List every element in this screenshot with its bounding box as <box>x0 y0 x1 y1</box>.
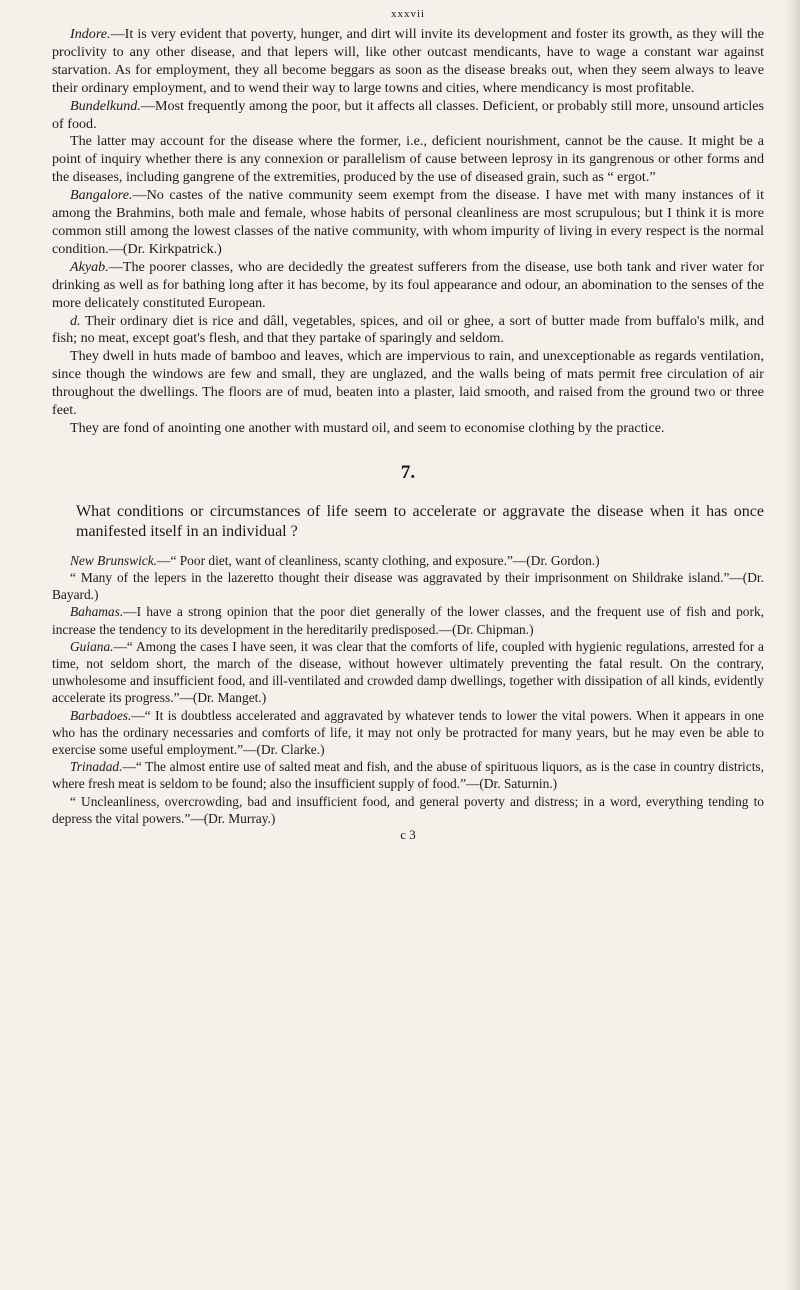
paragraph-new-brunswick <box>52 552 764 569</box>
paragraph-text: —I have a strong opinion that the poor diet generally of the lower classes, and the frequent use of fish and pork, increase the tendency to its development in the hereditarily predisposed.—(Dr. Chipman.) <box>52 604 764 637</box>
place-name: Bangalore. <box>70 187 133 204</box>
paragraph-text: —The poorer classes, who are decidedly the greatest sufferers from the disease, use both tank and river water for drinking as well as for bathing long after it has become, by its foul appearance and odour, an abomination to the senses of the more delicately constituted European. <box>52 258 764 311</box>
paragraph-bundelkund <box>52 98 764 134</box>
lower-section <box>52 552 764 827</box>
paragraph-trinadad <box>52 758 764 792</box>
paragraph-bahamas <box>52 603 764 637</box>
place-name: Akyab. <box>70 258 109 275</box>
paragraph-bangalore <box>52 187 764 259</box>
paragraph-text: —“ Among the cases I have seen, it was clear that the comforts of life, coupled with hygienic regulations, arrested for a time, not seldom short, the march of the disease, without however ultimately preventing the fatal result. On the contrary, unwholesome and insufficient food, and ill-ventilated and crowded damp dwellings, together with dissipation of all kinds, evidently accelerate its progress.”—(Dr. Manget.) <box>52 638 764 706</box>
place-name: d. <box>70 312 81 329</box>
place-name: Trinadad. <box>70 759 123 775</box>
paragraph-ergot <box>52 133 764 187</box>
paragraph-akyab <box>52 259 764 313</box>
paragraph-lazeretto <box>52 569 764 603</box>
paragraph-diet <box>52 313 764 349</box>
paragraph-text: —“ It is doubtless accelerated and aggravated by whatever tends to lower the vital powers. When it appears in one who has the ordinary necessaries and comforts of life, it may not only be protracted for many years, but he may even be able to exercise some useful employment.”—(Dr. Clarke.) <box>52 707 764 758</box>
paragraph-text: —It is very evident that poverty, hunger, and dirt will invite its development and foster its growth, as they will the proclivity to any other disease, and that lepers will, like other outcast mendicants, have to wage a constant war against starvation. As for employment, they all become beggars as soon as the disease breaks out, when they seem always to leave their ordinary employment, and to wend their way to large towns and cities, where mendicancy is most profitable. <box>52 26 764 96</box>
paragraph-murray <box>52 793 764 827</box>
paragraph-text: They dwell in huts made of bamboo and leaves, which are impervious to rain, and unexceptionable as regards ventilation, since though the windows are few and small, they are unglazed, and the walls being of mats permit free circulation of air throughout the dwellings. The floors are of mud, beaten into a plaster, laid smooth, and raised from the ground two or three feet. <box>52 348 764 419</box>
place-name: New Brunswick. <box>70 552 158 568</box>
paragraph-barbadoes <box>52 707 764 759</box>
section-number: 7. <box>400 461 416 483</box>
place-name: Guiana. <box>70 638 114 654</box>
place-name: Bahamas. <box>70 604 124 620</box>
paragraph-text: —“ The almost entire use of salted meat and fish, and the abuse of spirituous liquors, as is the case in country districts, where fresh meat is seldom to be found; also the insufficient supply of food.”—(Dr. Saturnin.) <box>52 759 764 792</box>
paragraph-mustard-oil <box>52 420 764 438</box>
page-number: xxxvii <box>390 8 426 20</box>
upper-section <box>52 26 764 438</box>
paragraph-text: —Most frequently among the poor, but it affects all classes. Deficient, or probably still more, unsound articles of food. <box>52 97 764 132</box>
paragraph-indore <box>52 26 764 98</box>
paragraph-guiana <box>52 638 764 707</box>
paragraph-text: “ Uncleanliness, overcrowding, bad and insufficient food, and general poverty and distress; in a word, everything tending to depress the vital powers.”—(Dr. Murray.) <box>52 793 764 826</box>
paragraph-text: “ Many of the lepers in the lazeretto thought their disease was aggravated by their imprisonment on Shildrake island.”—(Dr. Bayard.) <box>52 570 764 603</box>
place-name: Barbadoes. <box>70 707 132 723</box>
document-page <box>52 8 764 843</box>
place-name: Indore. <box>70 26 111 42</box>
section-question: What conditions or circumstances of life seem to accelerate or aggravate the disease when it has once manifested itself in an individual ? <box>76 502 764 540</box>
paragraph-text: —No castes of the native community seem exempt from the disease. I have met with many instances of it among the Brahmins, both male and female, whose habits of personal cleanliness are most scrupulous; but I think it is more common still among the lowest classes of the native community, with whom impurity of living in every respect is the normal condition.—(Dr. Kirkpatrick.) <box>52 187 764 257</box>
paragraph-text: Their ordinary diet is rice and dâll, vegetables, spices, and oil or ghee, a sort of butter made from buffalo's milk, and fish; no meat, except goat's flesh, and that they partake of sparingly and seldom. <box>52 312 764 347</box>
paragraph-text: The latter may account for the disease where the former, i.e., deficient nourishment, cannot be the cause. It might be a point of inquiry whether there is any connexion or parallelism of cause between leprosy in its gangrenous or other forms and the diseases, including gangrene of the extremities, produced by the use of diseased grain, such as “ ergot.” <box>52 133 764 186</box>
paragraph-huts <box>52 348 764 420</box>
signature-mark: c 3 <box>400 827 416 843</box>
place-name: Bundelkund. <box>70 97 141 114</box>
paragraph-text: They are fond of anointing one another with mustard oil, and seem to economise clothing by the practice. <box>70 419 665 436</box>
paragraph-text: —“ Poor diet, want of cleanliness, scanty clothing, and exposure.”—(Dr. Gordon.) <box>157 552 600 568</box>
page-edge-shadow <box>786 0 800 1290</box>
